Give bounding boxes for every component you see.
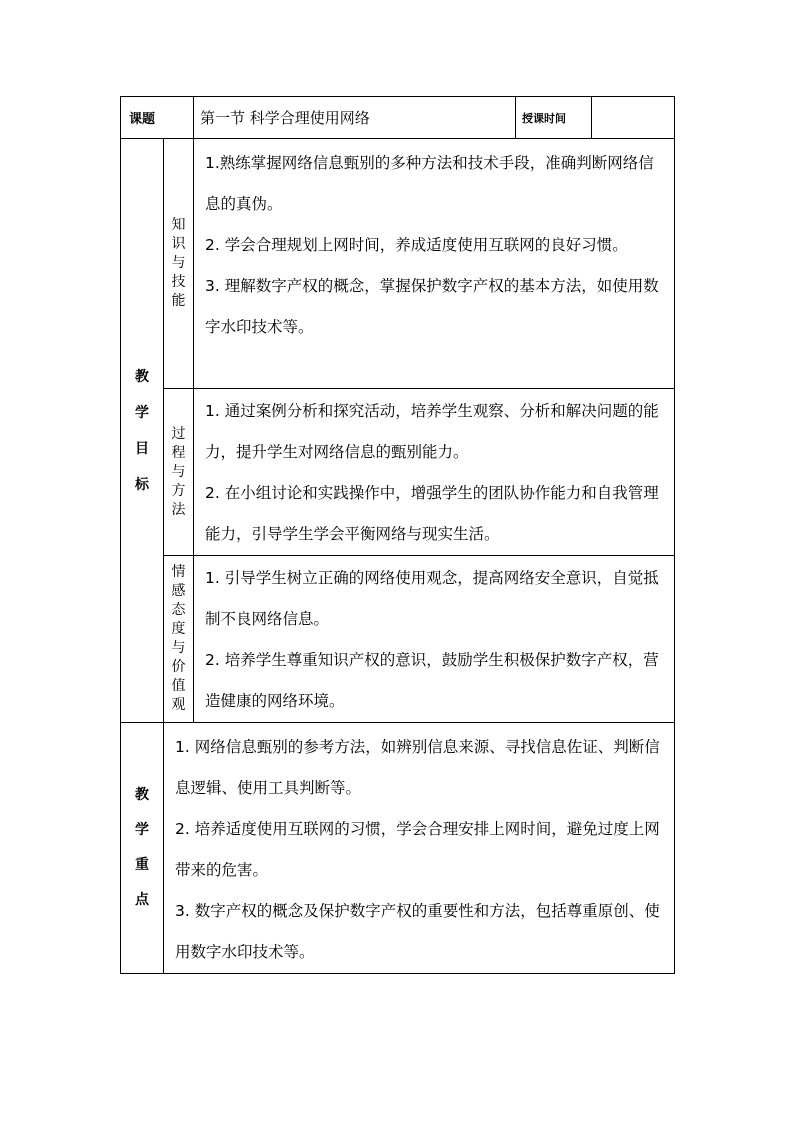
lesson-title: 第一节 科学合理使用网络: [194, 97, 516, 139]
lesson-plan-table: [120, 96, 675, 974]
topic-label: 课题: [121, 97, 194, 139]
key-points-label-text: 教 学 重 点: [135, 787, 149, 908]
process-label-text: 过 程 与 方 法: [171, 425, 186, 518]
knowledge-label: [164, 139, 194, 389]
process-label: [164, 389, 194, 556]
objectives-label-text: 教 学 目 标: [135, 368, 149, 493]
time-value: [592, 97, 675, 139]
knowledge-content: [194, 139, 675, 389]
content-item: 3. 数字产权的概念及保护数字产权的重要性和方法，包括尊重原创、使用数字水印技术等。: [175, 902, 660, 961]
attitude-content: [194, 556, 675, 723]
knowledge-label-text: 知 识 与 技 能: [171, 217, 186, 309]
content-item: 1. 引导学生树立正确的网络使用观念，提高网络安全意识，自觉抵制不良网络信息。: [205, 569, 659, 628]
time-label: 授课时间: [516, 97, 592, 139]
objectives-label: [121, 139, 164, 723]
attitude-label-text: 情 感 态 度 与 价 值 观: [171, 564, 186, 713]
attitude-row: [121, 556, 675, 723]
content-item: 3. 理解数字产权的概念，掌握保护数字产权的基本方法，如使用数字水印技术等。: [205, 277, 659, 336]
key-points-row: [121, 723, 675, 974]
content-item: 2. 在小组讨论和实践操作中，增强学生的团队协作能力和自我管理能力，引导学生学会平衡网络与现实生活。: [205, 484, 659, 543]
process-content: [194, 389, 675, 556]
content-item: 1. 通过案例分析和探究活动，培养学生观察、分析和解决问题的能力，提升学生对网络信息的甄别能力。: [205, 402, 659, 461]
content-item: 1.熟练掌握网络信息甄别的多种方法和技术手段，准确判断网络信息的真伪。: [205, 154, 654, 213]
content-item: 2. 培养适度使用互联网的习惯，学会合理安排上网时间，避免过度上网带来的危害。: [175, 820, 660, 879]
header-row: [121, 97, 675, 139]
key-points-label: [121, 723, 164, 974]
process-row: [121, 389, 675, 556]
content-item: 2. 学会合理规划上网时间，养成适度使用互联网的良好习惯。: [205, 236, 628, 254]
attitude-label: [164, 556, 194, 723]
key-points-content: [164, 723, 675, 974]
content-item: 2. 培养学生尊重知识产权的意识，鼓励学生积极保护数字产权，营造健康的网络环境。: [205, 651, 659, 710]
knowledge-row: [121, 139, 675, 389]
content-item: 1. 网络信息甄别的参考方法，如辨别信息来源、寻找信息佐证、判断信息逻辑、使用工具判断等。: [175, 738, 660, 797]
